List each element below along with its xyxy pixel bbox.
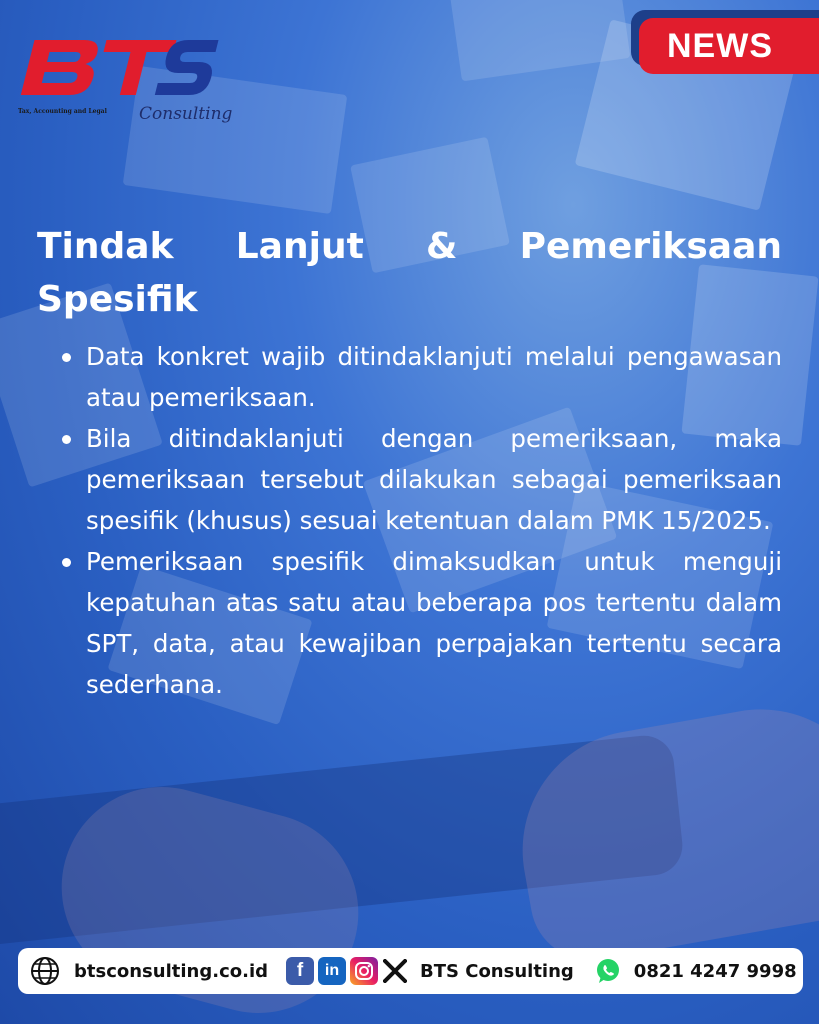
contact-footer — [18, 948, 803, 994]
instagram-icon[interactable] — [350, 957, 378, 985]
page-title — [37, 220, 782, 326]
whatsapp-icon[interactable] — [594, 957, 622, 985]
logo-tagline: Tax, Accounting and Legal — [18, 108, 107, 115]
phone-number[interactable]: 0821 4247 9998 — [633, 960, 797, 982]
brand-name[interactable]: BTS Consulting — [420, 960, 574, 982]
title-line-1: Tindak Lanjut & Pemeriksaan — [37, 226, 782, 267]
bullet-item — [60, 336, 782, 418]
bts-logo — [14, 34, 233, 130]
bullet-dot-icon — [62, 558, 71, 567]
bullet-text: Bila ditindaklanjuti dengan pemeriksaan, maka pemeriksaan tersebut dilakukan sebagai pemeriksaan spesifik (khusus) sesuai ketentuan dalam PMK 15/2025. — [86, 424, 782, 535]
bullet-dot-icon — [62, 353, 71, 362]
news-badge: NEWS — [639, 18, 819, 74]
bullet-list — [60, 336, 782, 705]
bts-logo-mark — [14, 34, 219, 114]
website-link[interactable]: btsconsulting.co.id — [74, 960, 268, 982]
bullet-text: Pemeriksaan spesifik dimaksudkan untuk menguji kepatuhan atas satu atau beberapa pos tertentu dalam SPT, data, atau kewajiban perpajakan tertentu secara sederhana. — [86, 547, 782, 699]
globe-icon — [30, 956, 60, 986]
title-line-2: Spesifik — [37, 279, 198, 320]
bullet-text: Data konkret wajib ditindaklanjuti melalui pengawasan atau pemeriksaan. — [86, 342, 782, 412]
bullet-dot-icon — [62, 435, 71, 444]
linkedin-icon[interactable]: in — [318, 957, 346, 985]
facebook-icon[interactable]: f — [286, 957, 314, 985]
x-icon[interactable] — [382, 957, 408, 985]
background-hand — [504, 690, 819, 969]
logo-consulting: Consulting — [139, 104, 233, 124]
bullet-item — [60, 541, 782, 705]
bullet-item — [60, 418, 782, 541]
